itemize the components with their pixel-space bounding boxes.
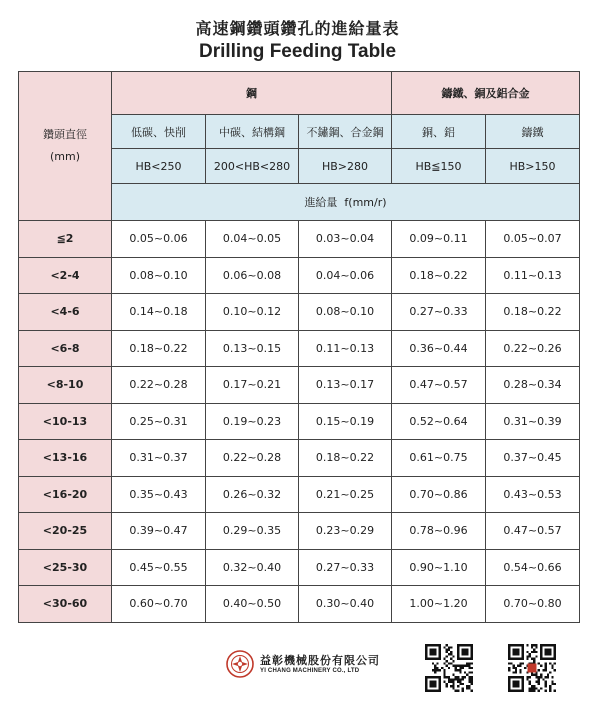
feed-value-cell: 0.08~0.10 — [299, 294, 392, 331]
feed-value-cell: 0.05~0.07 — [486, 221, 580, 258]
feed-value-cell: 0.18~0.22 — [299, 440, 392, 477]
material-header: 銅、鋁 — [392, 115, 486, 149]
footer — [0, 644, 595, 700]
company-seal-icon — [225, 649, 255, 679]
feed-value-cell: 0.03~0.04 — [299, 221, 392, 258]
hardness-header: HB≦150 — [392, 149, 486, 184]
hardness-header: HB<250 — [112, 149, 206, 184]
feed-value-cell: 0.29~0.35 — [206, 513, 299, 550]
feed-value-cell: 0.28~0.34 — [486, 367, 580, 404]
feed-value-cell: 0.22~0.28 — [206, 440, 299, 477]
feed-value-cell: 0.19~0.23 — [206, 403, 299, 440]
feed-value-cell: 0.61~0.75 — [392, 440, 486, 477]
feed-value-cell: 0.21~0.25 — [299, 476, 392, 513]
feed-value-cell: 0.22~0.26 — [486, 330, 580, 367]
feed-value-cell: 0.36~0.44 — [392, 330, 486, 367]
feed-value-cell: 0.60~0.70 — [112, 586, 206, 623]
title-english: Drilling Feeding Table — [198, 41, 397, 62]
table-row — [19, 294, 580, 331]
diameter-cell: <25-30 — [19, 549, 112, 586]
company-name-english: YI CHANG MACHINERY CO., LTD — [260, 668, 360, 674]
qr-code-icon — [508, 644, 556, 692]
feed-value-cell: 0.04~0.05 — [206, 221, 299, 258]
feed-value-cell: 1.00~1.20 — [392, 586, 486, 623]
feed-value-cell: 0.45~0.55 — [112, 549, 206, 586]
table-row — [19, 440, 580, 477]
feed-value-cell: 0.40~0.50 — [206, 586, 299, 623]
feed-value-cell: 0.70~0.80 — [486, 586, 580, 623]
feed-value-cell: 0.47~0.57 — [392, 367, 486, 404]
diameter-header — [19, 72, 112, 221]
feed-table — [18, 71, 580, 623]
feed-value-cell: 0.52~0.64 — [392, 403, 486, 440]
feed-value-cell: 0.15~0.19 — [299, 403, 392, 440]
feed-value-cell: 0.25~0.31 — [112, 403, 206, 440]
feed-value-cell: 0.14~0.18 — [112, 294, 206, 331]
diameter-cell: <30-60 — [19, 586, 112, 623]
table-row — [19, 476, 580, 513]
feed-value-cell: 0.22~0.28 — [112, 367, 206, 404]
diameter-cell: ≦2 — [19, 221, 112, 258]
feed-value-cell: 0.18~0.22 — [392, 257, 486, 294]
steel-group-header: 鋼 — [112, 72, 392, 115]
feed-value-cell: 0.23~0.29 — [299, 513, 392, 550]
hardness-header: HB>280 — [299, 149, 392, 184]
feed-value-cell: 0.17~0.21 — [206, 367, 299, 404]
feed-value-cell: 0.13~0.17 — [299, 367, 392, 404]
material-header: 低碳、快削 — [112, 115, 206, 149]
feed-value-cell: 0.27~0.33 — [299, 549, 392, 586]
feed-table-body — [19, 72, 580, 623]
feed-value-cell: 0.10~0.12 — [206, 294, 299, 331]
diameter-cell: <16-20 — [19, 476, 112, 513]
table-row — [19, 586, 580, 623]
feed-value-cell: 0.18~0.22 — [112, 330, 206, 367]
hardness-header: 200<HB<280 — [206, 149, 299, 184]
diameter-cell: <2-4 — [19, 257, 112, 294]
company-name-chinese: 益彰機械股份有限公司 — [260, 654, 380, 667]
table-row — [19, 367, 580, 404]
diameter-header-label: 鑽頭直徑 (mm) — [43, 128, 87, 163]
feed-value-cell: 0.70~0.86 — [392, 476, 486, 513]
table-row — [19, 221, 580, 258]
diameter-cell: <20-25 — [19, 513, 112, 550]
material-header: 中碳、結構鋼 — [206, 115, 299, 149]
diameter-cell: <8-10 — [19, 367, 112, 404]
feed-value-cell: 0.43~0.53 — [486, 476, 580, 513]
diameter-cell: <4-6 — [19, 294, 112, 331]
material-header: 鑄鐵 — [486, 115, 580, 149]
table-row — [19, 549, 580, 586]
feed-value-cell: 0.11~0.13 — [299, 330, 392, 367]
feed-value-cell: 0.31~0.37 — [112, 440, 206, 477]
feed-value-cell: 0.06~0.08 — [206, 257, 299, 294]
feed-value-cell: 0.26~0.32 — [206, 476, 299, 513]
feed-value-cell: 0.37~0.45 — [486, 440, 580, 477]
feed-value-cell: 0.04~0.06 — [299, 257, 392, 294]
feed-value-cell: 0.31~0.39 — [486, 403, 580, 440]
material-header: 不鏽鋼、合金鋼 — [299, 115, 392, 149]
feed-value-cell: 0.39~0.47 — [112, 513, 206, 550]
cast-group-header: 鑄鐵、銅及鋁合金 — [392, 72, 580, 115]
feed-rate-header: 進給量 f(mm/r) — [112, 184, 580, 221]
diameter-cell: <10-13 — [19, 403, 112, 440]
diameter-cell: <13-16 — [19, 440, 112, 477]
feed-value-cell: 0.09~0.11 — [392, 221, 486, 258]
table-row — [19, 257, 580, 294]
feed-value-cell: 0.05~0.06 — [112, 221, 206, 258]
hardness-header: HB>150 — [486, 149, 580, 184]
feed-value-cell: 0.08~0.10 — [112, 257, 206, 294]
feed-value-cell: 0.78~0.96 — [392, 513, 486, 550]
feed-value-cell: 0.54~0.66 — [486, 549, 580, 586]
table-row — [19, 403, 580, 440]
feed-value-cell: 0.32~0.40 — [206, 549, 299, 586]
feed-value-cell: 0.90~1.10 — [392, 549, 486, 586]
table-row — [19, 513, 580, 550]
feed-value-cell: 0.35~0.43 — [112, 476, 206, 513]
title-chinese: 高速鋼鑽頭鑽孔的進給量表 — [195, 19, 400, 38]
table-row — [19, 330, 580, 367]
qr-code-icon — [425, 644, 473, 692]
feed-value-cell: 0.47~0.57 — [486, 513, 580, 550]
feed-value-cell: 0.13~0.15 — [206, 330, 299, 367]
feed-value-cell: 0.27~0.33 — [392, 294, 486, 331]
feed-value-cell: 0.18~0.22 — [486, 294, 580, 331]
diameter-cell: <6-8 — [19, 330, 112, 367]
feed-value-cell: 0.30~0.40 — [299, 586, 392, 623]
feed-value-cell: 0.11~0.13 — [486, 257, 580, 294]
